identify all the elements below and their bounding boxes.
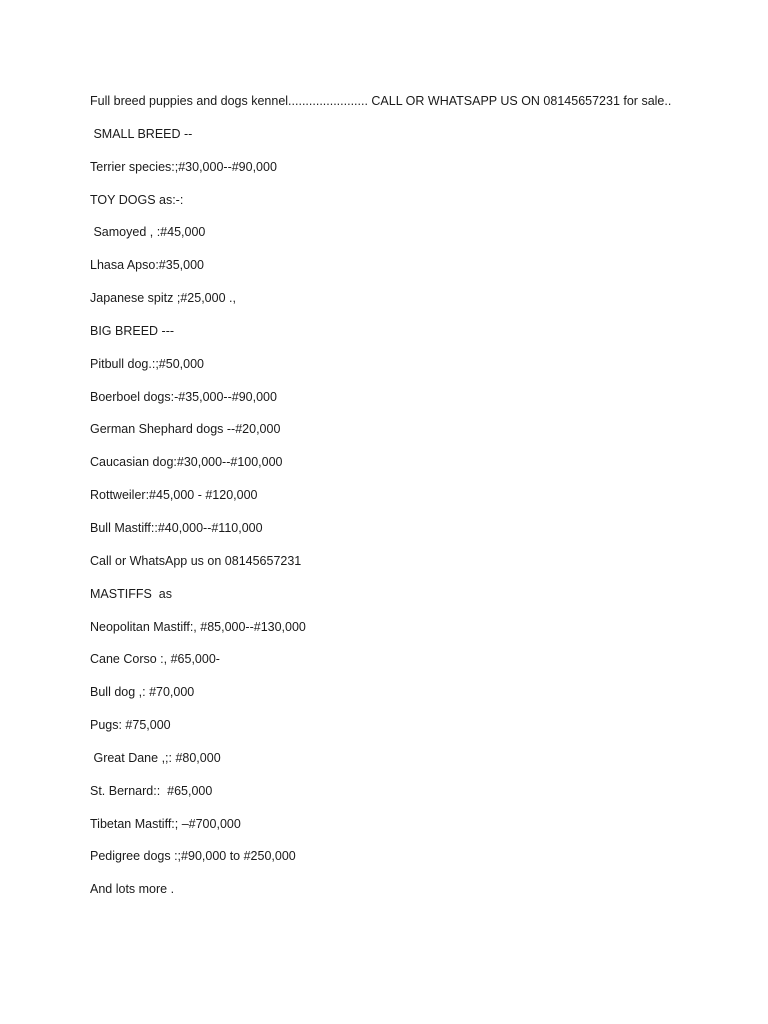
price-line: Japanese spitz ;#25,000 .,: [90, 291, 236, 306]
price-line: Pitbull dog.:;#50,000: [90, 356, 204, 371]
price-line: Cane Corso :, #65,000-: [90, 652, 220, 667]
price-line: German Shephard dogs --#20,000: [90, 422, 281, 437]
price-line: Lhasa Apso:#35,000: [90, 258, 204, 273]
heading-line: Full breed puppies and dogs kennel....................... CALL OR WHATSAPP US ON 08145657231 for sale..: [90, 94, 672, 108]
price-line: Pugs: #75,000: [90, 718, 171, 733]
price-line: Bull Mastiff::#40,000--#110,000: [90, 520, 263, 535]
price-line: Boerboel dogs:-#35,000--#90,000: [90, 389, 277, 404]
section-mastiffs: MASTIFFS as: [90, 586, 172, 601]
price-line: Pedigree dogs :;#90,000 to #250,000: [90, 849, 296, 864]
price-line: Rottweiler:#45,000 - #120,000: [90, 488, 258, 503]
document-body: [90, 92, 750, 913]
price-line: Tibetan Mastiff:; –#700,000: [90, 816, 241, 831]
price-line: Samoyed , :#45,000: [90, 225, 206, 240]
price-line: Neopolitan Mastiff:, #85,000--#130,000: [90, 619, 306, 634]
price-line: Great Dane ,;: #80,000: [90, 750, 221, 765]
closing-line: And lots more .: [90, 882, 175, 897]
section-toy-dogs: TOY DOGS as:-:: [90, 192, 184, 207]
section-big-breed: BIG BREED ---: [90, 323, 175, 338]
price-line: Caucasian dog:#30,000--#100,000: [90, 455, 283, 470]
contact-line: Call or WhatsApp us on 08145657231: [90, 553, 302, 568]
price-line: Terrier species:;#30,000--#90,000: [90, 159, 277, 174]
section-small-breed: SMALL BREED --: [90, 126, 193, 141]
price-line: St. Bernard:: #65,000: [90, 783, 213, 798]
price-line: Bull dog ,: #70,000: [90, 685, 195, 700]
